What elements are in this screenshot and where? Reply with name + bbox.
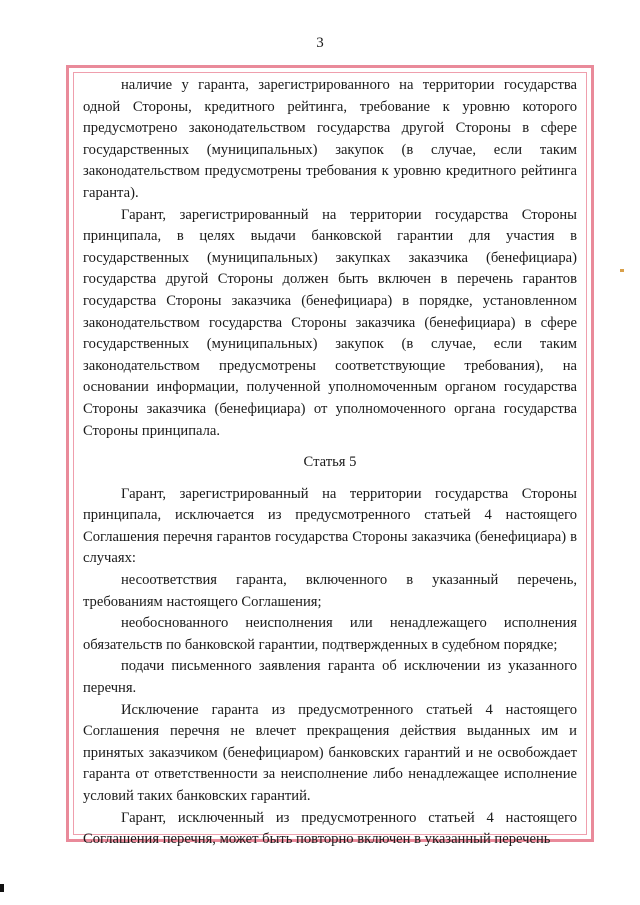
list-item-nonperformance: необоснованного неисполнения или ненадлежащего исполнения обязательств по банковской гарантии, подтвержденных в судебном порядке;: [83, 615, 577, 653]
scan-speck: [620, 269, 624, 272]
list-item-written-request: подачи письменного заявления гаранта об исключении из указанного перечня.: [83, 658, 577, 697]
paragraph-exclusion-effect: Исключение гаранта из предусмотренного статьей 4 настоящего Соглашения перечня не влечет прекращения действия выданных им и принятых заказчиком (бенефициаром) банковских гарантий и не освобождает гаранта от ответственности за неисполнение либо ненадлежащее исполнение условий таких банковских гарантий.: [83, 701, 577, 804]
paragraph-credit-rating: наличие у гаранта, зарегистрированного на территории государства одной Стороны, кредитного рейтинга, требование к уровню которого предусмотрено законодательством государства другой Стороны в сфере государственных (муниципальных) закупок (в случае, если таким законодательством предусмотрены требования к уровню кредитного рейтинга гаранта).: [83, 77, 577, 201]
list-item-nonconformity: несоответствия гаранта, включенного в указанный перечень, требованиям настоящего Соглашения;: [83, 572, 577, 610]
scan-edge-mark: [0, 884, 4, 892]
paragraph-guarantor-inclusion: Гарант, зарегистрированный на территории государства Стороны принципала, в целях выдачи банковской гарантии для участия в государственных (муниципальных) закупках заказчика (бенефициара) государства другой Стороны должен быть включен в перечень гарантов государства Стороны заказчика (бенефициара) в порядке, установленном законодательством государства Стороны заказчика (бенефициара) в сфере государственных (муниципальных) закупок (в случае, если таким законодательством предусмотрены соответствующие требования), на основании информации, полученной уполномоченным органом государства Стороны заказчика (бенефициара) от уполномоченного органа государства Стороны принципала.: [83, 206, 577, 439]
document-body: [83, 75, 577, 848]
article-heading: Статья 5: [303, 454, 357, 471]
page-number: 3: [316, 35, 324, 51]
paragraph-exclusion-cases: Гарант, зарегистрированный на территории государства Стороны принципала, исключается из предусмотренного статьей 4 настоящего Соглашения перечня гарантов государства Стороны заказчика (бенефициара) в случаях:: [83, 485, 577, 567]
paragraph-reinclusion: Гарант, исключенный из предусмотренного статьей 4 настоящего Соглашения перечня, может быть повторно включен в указанный перечень: [83, 809, 577, 848]
page-frame: [66, 65, 594, 848]
